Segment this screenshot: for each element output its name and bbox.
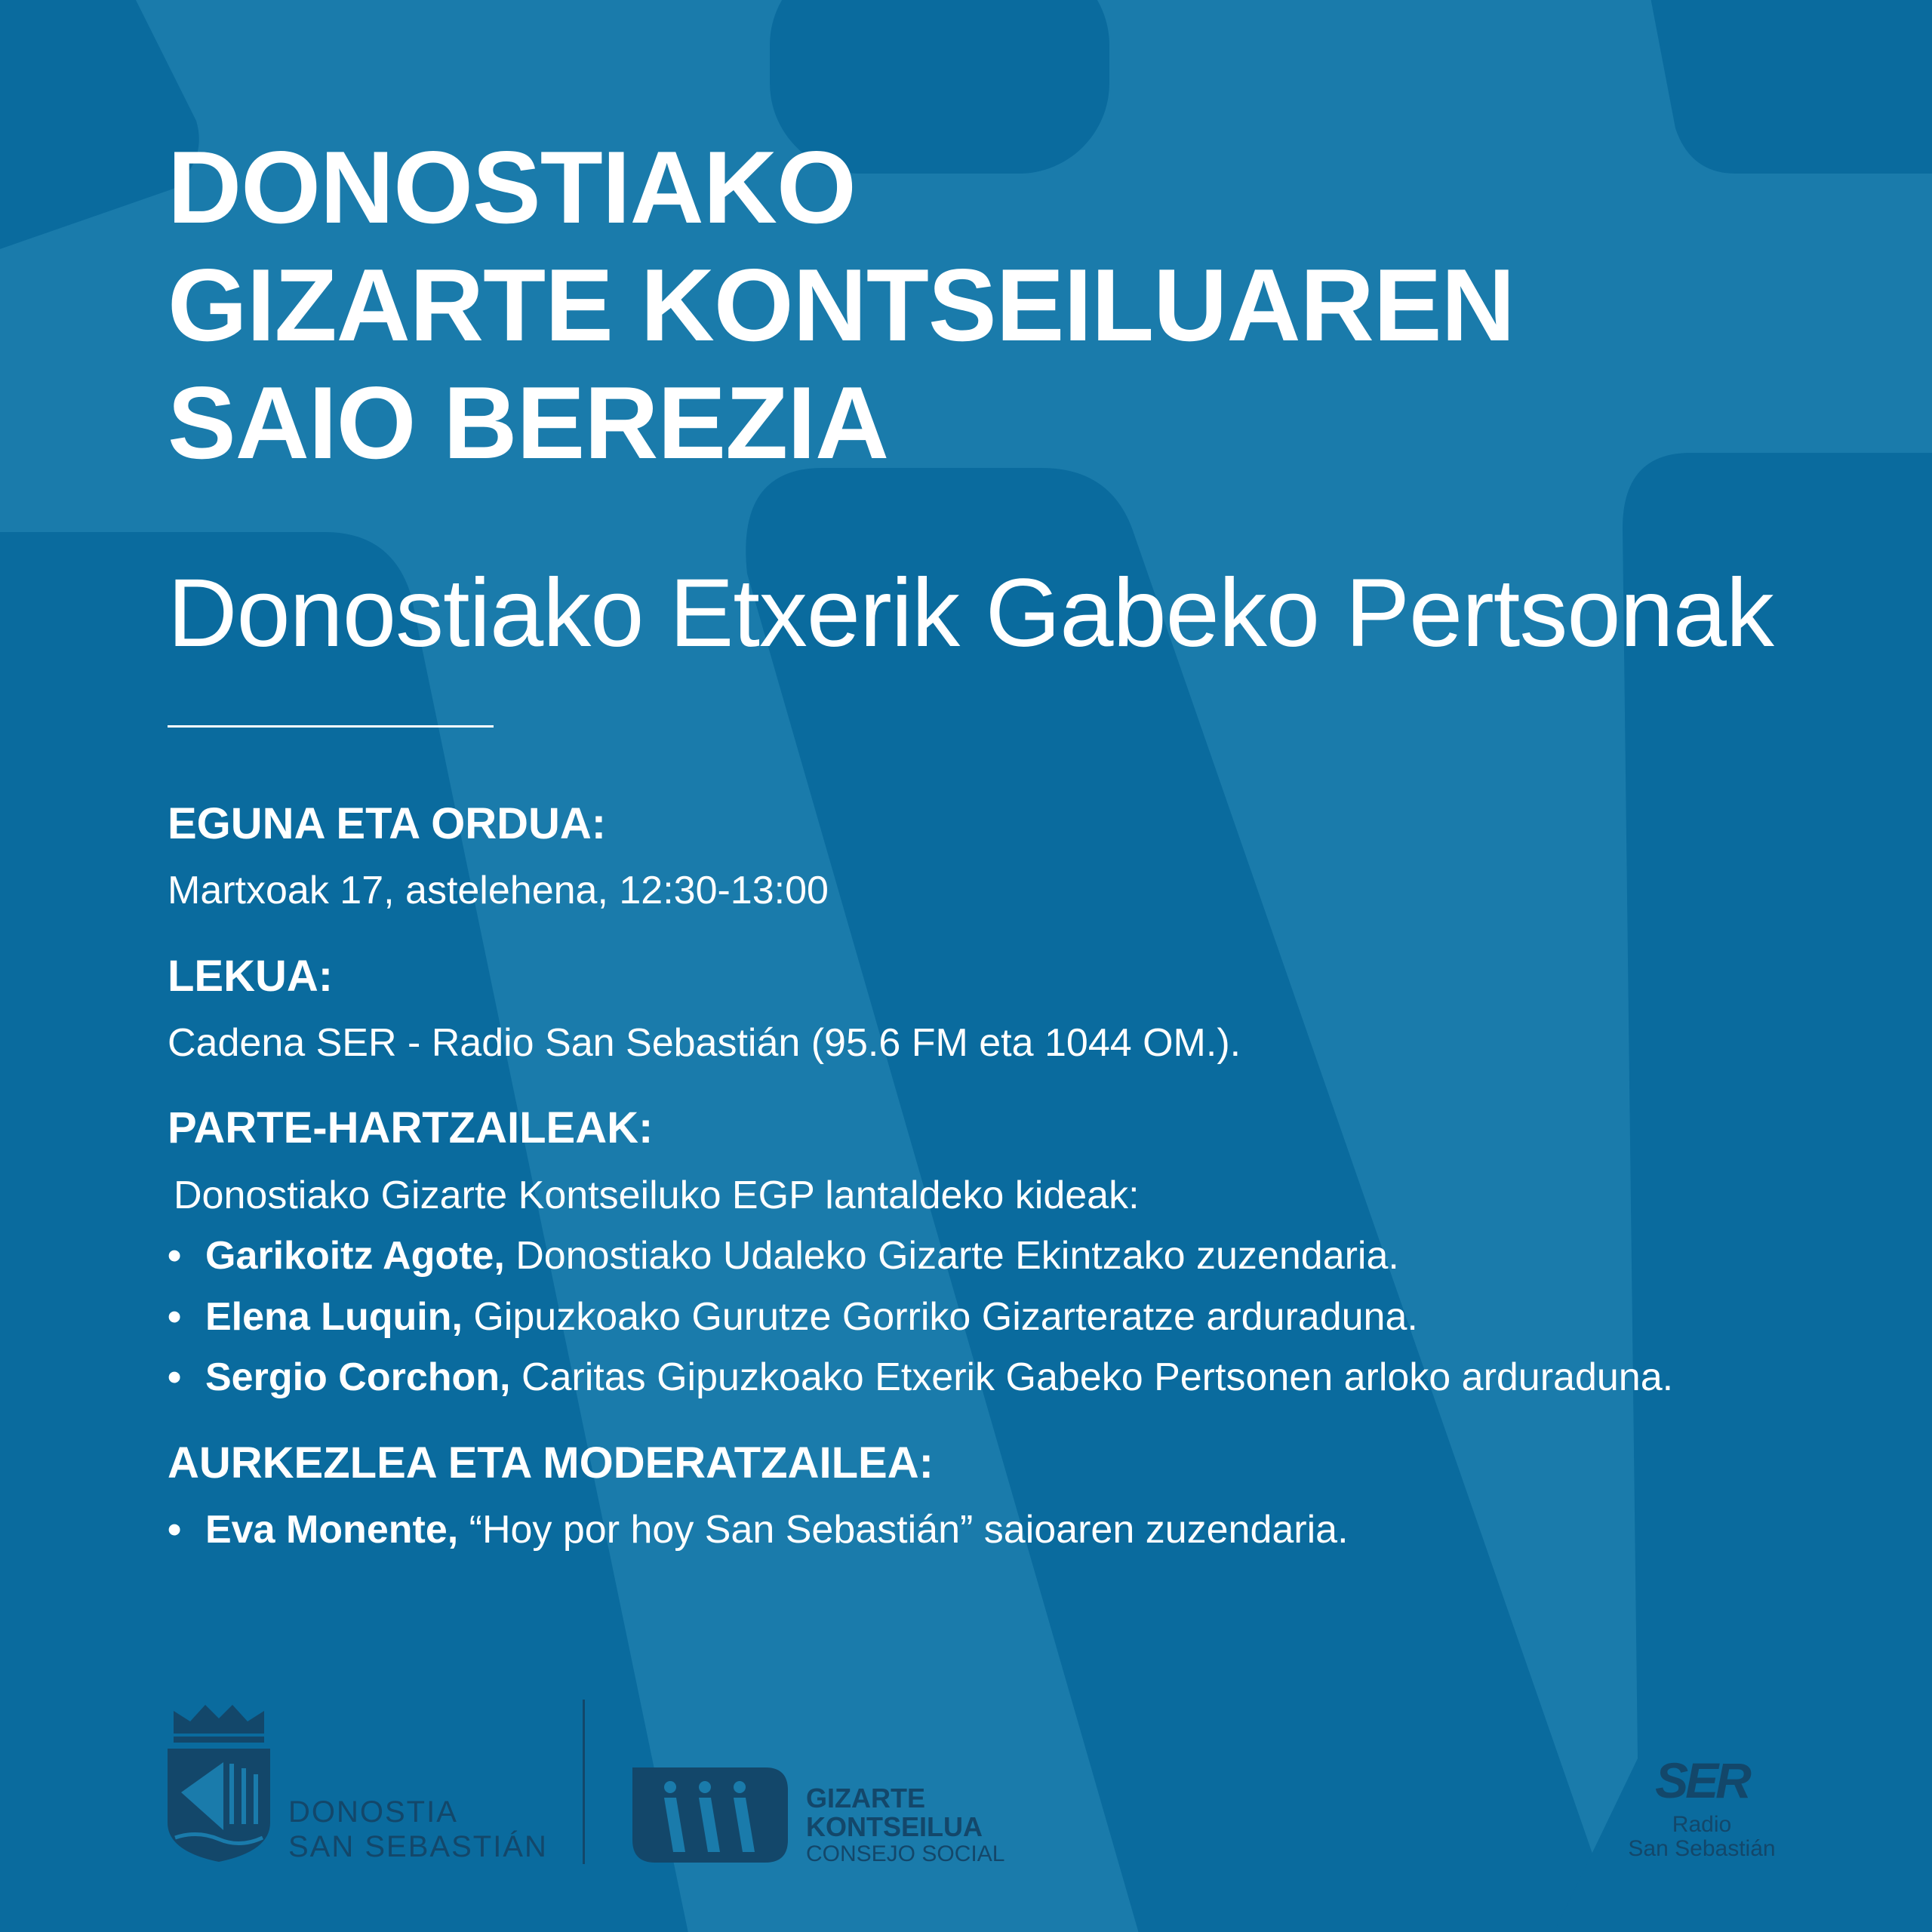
donostia-logo-text	[288, 1795, 548, 1864]
participants-intro: Donostiako Gizarte Kontseiluko EGP lantaldeko kideak:	[174, 1174, 1140, 1217]
moderator-heading: AURKEZLEA ETA MODERATZAILEA:	[168, 1438, 934, 1487]
title-line-3: SAIO BEREZIA	[168, 365, 889, 480]
participant-role: Caritas Gipuzkoako Etxerik Gabeko Pertsonen arloko arduraduna.	[521, 1355, 1674, 1399]
participant-name: Sergio Corchon,	[205, 1355, 511, 1399]
ser-logo-mark: SER	[1655, 1752, 1749, 1808]
place-heading: LEKUA:	[168, 952, 334, 1001]
gizarte-kontseilua-icon	[632, 1767, 788, 1863]
gizarte-logo-text	[806, 1784, 1004, 1867]
participant-role: Donostiako Udaleko Gizarte Ekintzako zuzendaria.	[515, 1234, 1399, 1278]
title-line-1: DONOSTIAKO	[168, 130, 856, 245]
participant-name: Elena Luquin,	[205, 1295, 463, 1339]
gizarte-line-2: KONTSEILUA	[806, 1811, 983, 1842]
gizarte-line-1: GIZARTE	[806, 1783, 925, 1814]
ser-line-2: San Sebastián	[1628, 1836, 1776, 1861]
logo-separator	[583, 1700, 585, 1864]
date-text: Martxoak 17, astelehena, 12:30-13:00	[168, 869, 829, 912]
bullet-dot: •	[168, 1355, 182, 1399]
donostia-line-1: DONOSTIA	[288, 1795, 458, 1829]
participant-role: Gipuzkoako Gurutze Gorriko Gizarteratze arduraduna.	[473, 1295, 1418, 1339]
participant-name: Garikoitz Agote,	[205, 1234, 505, 1278]
moderator-role: “Hoy por hoy San Sebastián” saioaren zuzendaria.	[469, 1508, 1349, 1552]
place-text: Cadena SER - Radio San Sebastián (95.6 FM eta 1044 OM.).	[168, 1021, 1241, 1065]
participants-heading: PARTE-HARTZAILEAK:	[168, 1103, 654, 1152]
bullet-dot: •	[168, 1234, 182, 1278]
bullet-dot: •	[168, 1508, 182, 1552]
title-line-2: GIZARTE KONTSEILUAREN	[168, 248, 1515, 362]
date-heading: EGUNA ETA ORDUA:	[168, 799, 607, 848]
gizarte-line-3: CONSEJO SOCIAL	[806, 1841, 1005, 1866]
subtitle: Donostiako Etxerik Gabeko Pertsonak	[168, 559, 1774, 667]
donostia-crest-icon	[168, 1702, 270, 1864]
moderator-name: Eva Monente,	[205, 1508, 459, 1552]
ser-line-1: Radio	[1672, 1812, 1732, 1837]
bullet-dot: •	[168, 1295, 182, 1339]
ser-logo-text	[1623, 1813, 1781, 1861]
donostia-line-2: SAN SEBASTIÁN	[288, 1830, 548, 1863]
